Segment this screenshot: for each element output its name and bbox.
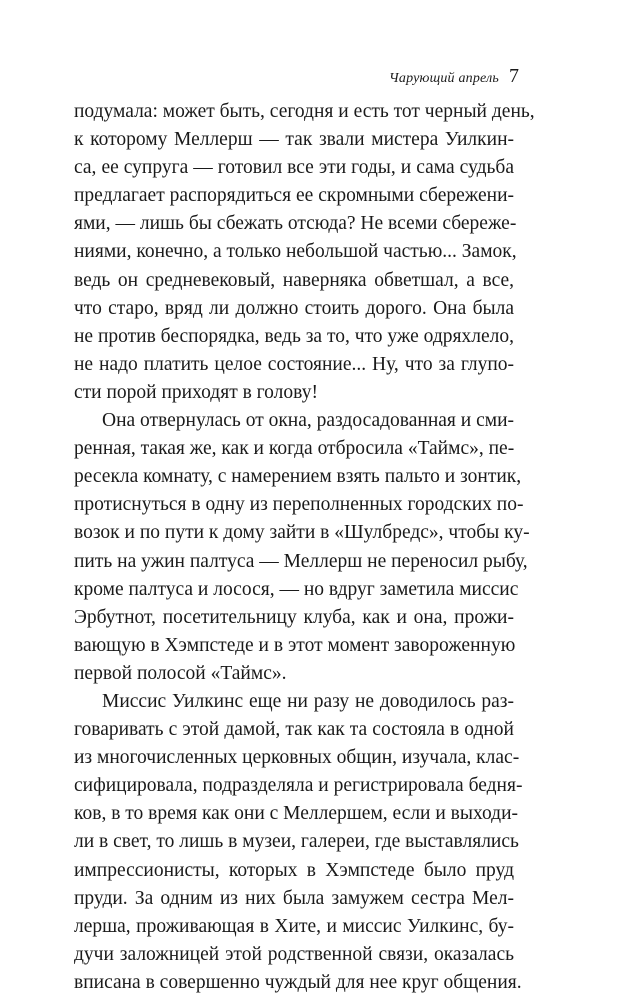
- text-line: дучи заложницей этой родственной связи, оказалась: [74, 943, 514, 965]
- text-line: Миссис Уилкинс еще ни разу не доводилось раз-: [102, 690, 514, 712]
- body-text: [74, 98, 535, 997]
- text-line: лерша, проживающая в Хите, и миссис Уилкинс, бу-: [74, 915, 514, 937]
- text-line: сифицировала, подразделяла и регистрировала бедня-: [74, 775, 523, 797]
- text-line: первой полосой «Таймс».: [74, 662, 287, 684]
- text-line: ренная, такая же, как и когда отбросила «Таймс», пе-: [74, 438, 515, 460]
- text-line: Она отвернулась от окна, раздосадованная и сми-: [102, 410, 514, 432]
- text-line: говаривать с этой дамой, так как та состояла в одной: [74, 719, 514, 741]
- text-line: Эрбутнот, посетительницу клуба, как и она, прожи-: [74, 606, 514, 628]
- text-line: ниями, конечно, а только небольшой частью... Замок,: [74, 241, 517, 263]
- text-line: са, ее супруга — готовил все эти годы, и сама судьба: [74, 157, 514, 179]
- text-line: пить на ужин палтуса — Меллерш не переносил рыбу,: [74, 550, 528, 572]
- page-number: 7: [509, 65, 519, 87]
- paragraph-2: [74, 407, 530, 688]
- text-line: что старо, вряд ли должно стоить дорого. Она была: [74, 297, 514, 319]
- text-line: из многочисленных церковных общин, изучала, клас-: [74, 747, 520, 769]
- text-line: сти порой приходят в голову!: [74, 381, 318, 403]
- text-line: ведь он средневековый, наверняка обветшал, а все,: [74, 269, 514, 291]
- text-line: не надо платить целое состояние... Ну, что за глупо-: [74, 353, 514, 375]
- text-line: ли в свет, то лишь в музеи, галереи, где выставлялись: [74, 831, 519, 853]
- text-line: к которому Меллерш — так звали мистера Уилкин-: [74, 129, 514, 151]
- running-head: [389, 66, 519, 87]
- running-title: Чарующий апрель: [389, 71, 499, 86]
- text-line: ресекла комнату, с намерением взять пальто и зонтик,: [74, 466, 522, 488]
- paragraph-1: [74, 98, 535, 407]
- text-line: вающую в Хэмпстеде и в этот момент завороженную: [74, 634, 516, 656]
- text-line: ями, — лишь бы сбежать отсюда? Не всеми сбереже-: [74, 213, 517, 235]
- text-line: вписана в совершенно чуждый для нее круг общения.: [74, 971, 522, 993]
- text-line: возок и по пути к дому зайти в «Шулбредс», чтобы ку-: [74, 522, 530, 544]
- text-line: ков, в то время как они с Меллершем, если и выходи-: [74, 803, 519, 825]
- text-line: протиснуться в одну из переполненных городских по-: [74, 494, 524, 516]
- text-line: подумала: может быть, сегодня и есть тот черный день,: [74, 101, 535, 122]
- text-line: импрессионисты, которых в Хэмпстеде было пруд: [74, 859, 514, 881]
- paragraph-3: [74, 688, 523, 997]
- text-line: не против беспорядка, ведь за то, что уже одряхлело,: [74, 325, 514, 347]
- text-line: предлагает распорядиться ее скромными сбережени-: [74, 185, 514, 207]
- text-line: пруди. За одним из них была замужем сестра Мел-: [74, 887, 514, 909]
- text-line: кроме палтуса и лосося, — но вдруг заметила миссис: [74, 578, 519, 600]
